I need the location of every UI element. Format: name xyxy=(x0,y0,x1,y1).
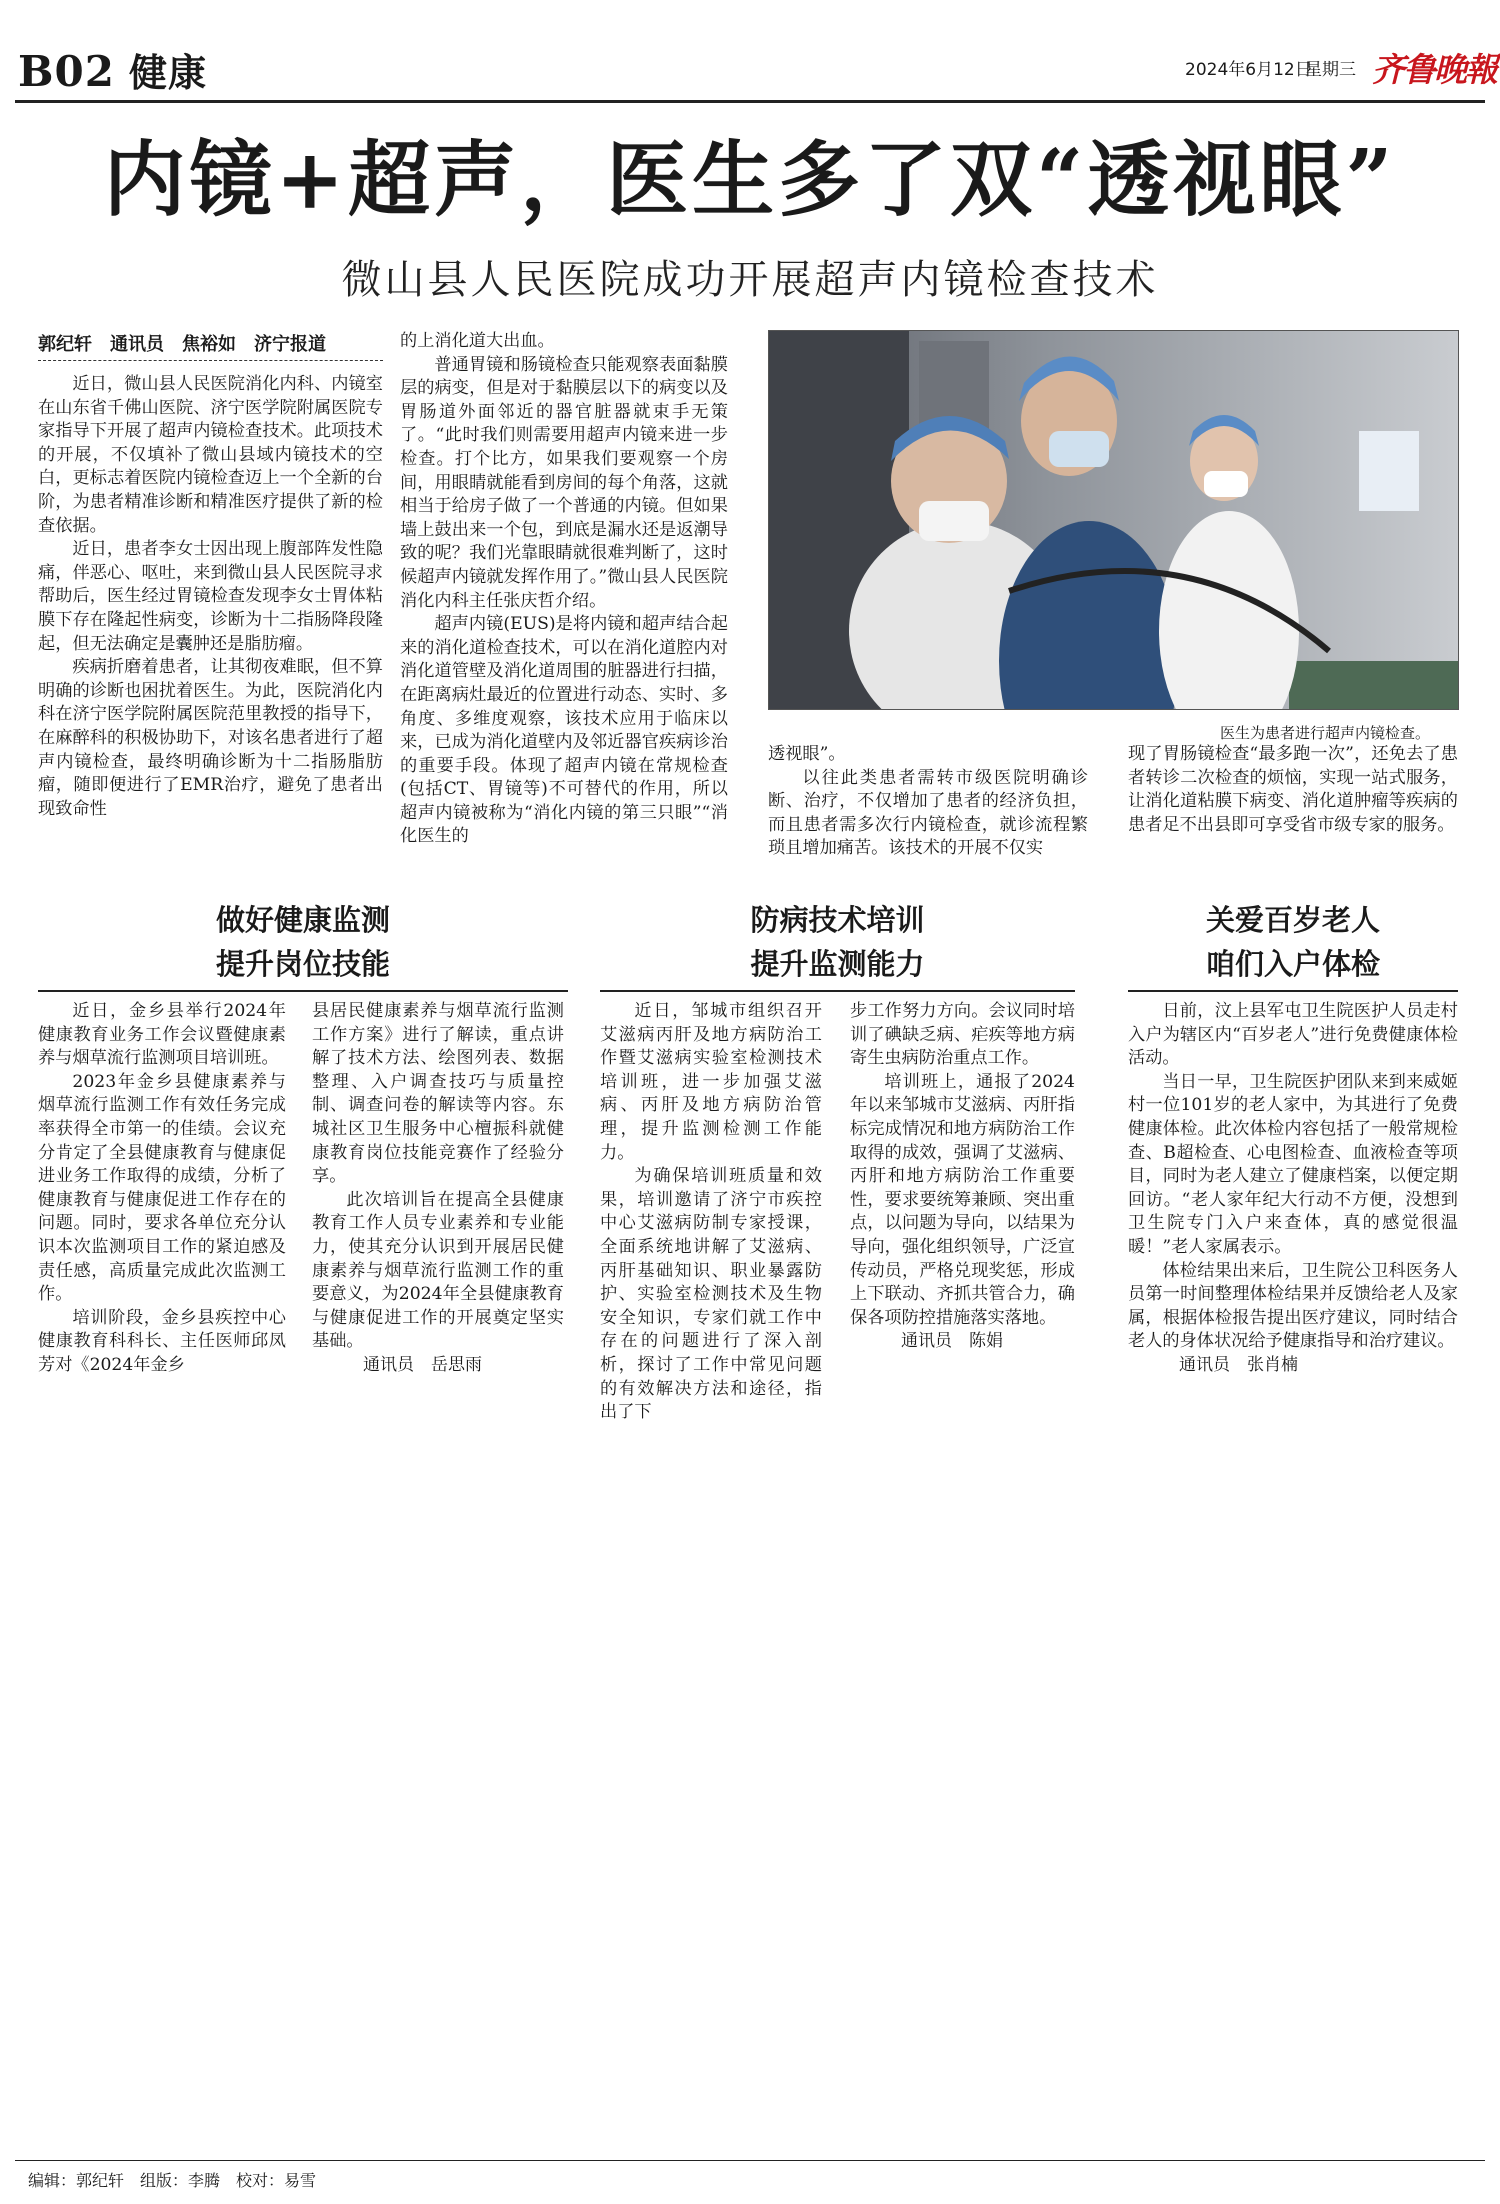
paragraph: 当日一早，卫生院医护团队来到来威姬村一位101岁的老人家中，为其进行了免费健康体检。此次体检内容包括了一般常规检查、B超检查、心电图检查、血液检查等项目，同时为老人建立了健康档案，以便定期回访。“老人家年纪大行动不方便，没想到卫生院专门入户来查体，真的感觉很温暖！”老人家属表示。 xyxy=(1128,1071,1458,1257)
story1-heading xyxy=(38,898,568,986)
story2-heading-rule xyxy=(600,990,1075,992)
story2-column-1 xyxy=(600,1000,822,1425)
paragraph: 透视眼”。 xyxy=(768,744,846,764)
story1-column-2 xyxy=(312,1000,564,1378)
paragraph: 现了胃肠镜检查“最多跑一次”，还免去了患者转诊二次检查的烦恼，实现一站式服务，让消化道粘膜下病变、消化道肿瘤等疾病的患者足不出县即可享受省市级专家的服务。 xyxy=(1128,744,1458,835)
section-name: 健康 xyxy=(128,50,207,95)
story1-heading-rule xyxy=(38,990,568,992)
lead-column-2 xyxy=(400,330,728,849)
paragraph: 普通胃镜和肠镜检查只能观察表面黏膜层的病变，但是对于黏膜层以下的病变以及胃肠道外面邻近的器官脏器就束手无策了。“此时我们则需要用超声内镜来进一步检查。打个比方，如果我们要观察一个房间，用眼睛就能看到房间的每个角落，这就相当于给房子做了一个普通的内镜。但如果墙上鼓出来一个包，到底是漏水还是返潮导致的呢？我们光靠眼睛就很难判断了，这时候超声内镜就发挥作用了。”微山县人民医院消化内科主任张庆哲介绍。 xyxy=(400,354,728,611)
endoscopy-photo xyxy=(768,330,1459,710)
story3-heading-line1: 关爱百岁老人 xyxy=(1205,903,1380,937)
footer-divider xyxy=(15,2160,1485,2161)
story1-credit: 通讯员 岳思雨 xyxy=(363,1354,482,1375)
story2-heading-line2: 提升监测能力 xyxy=(750,947,925,981)
paragraph: 此次培训旨在提高全县健康教育工作人员专业素养和专业能力，使其充分认识到开展居民健康素养与烟草流行监测工作的重要意义，为2024年全县健康教育与健康促进工作的开展奠定坚实基础。 xyxy=(312,1189,564,1352)
paragraph: 超声内镜(EUS)是将内镜和超声结合起来的消化道检查技术，可以在消化道腔内对消化道管壁及消化道周围的脏器进行扫描，在距离病灶最近的位置进行动态、实时、多角度、多维度观察，该技术应用于临床以来，已成为消化道壁内及邻近器官疾病诊治的重要手段。体现了超声内镜在常规检查(包括CT、胃镜等)不可替代的作用，所以超声内镜被称为“消化内镜的第三只眼”“消化医生的 xyxy=(400,614,728,847)
lead-headline: 内镜+超声，医生多了双“透视眼” xyxy=(103,132,1397,228)
paragraph: 培训阶段，金乡县疾控中心健康教育科科长、主任医师邱凤芳对《2024年金乡 xyxy=(38,1307,286,1375)
paragraph: 近日，微山县人民医院消化内科、内镜室在山东省千佛山医院、济宁医学院附属医院专家指导下开展了超声内镜检查技术。此项技术的开展，不仅填补了微山县域内镜技术的空白，更标志着医院内镜检查迈上一个全新的台阶，为患者精准诊断和精准医疗提供了新的检查依据。 xyxy=(38,374,383,536)
lead-subheadline: 微山县人民医院成功开展超声内镜检查技术 xyxy=(341,257,1159,303)
story3-heading-line2: 咱们入户体检 xyxy=(1205,947,1380,981)
paragraph: 培训班上，通报了2024年以来邹城市艾滋病、丙肝指标完成情况和地方病防治工作取得的成效，强调了艾滋病、丙肝和地方病防治工作重要性，要求要统筹兼顾、突出重点，以问题为导向，以结果为导向，强化组织领导，广泛宣传动员，严格兑现奖惩，形成上下联动、齐抓共管合力，确保各项防控措施落实落地。 xyxy=(850,1071,1075,1328)
story3-credit: 通讯员 张肖楠 xyxy=(1179,1354,1298,1375)
issue-date: 2024年6月12日 xyxy=(1185,60,1312,80)
paragraph: 2023年金乡县健康素养与烟草流行监测工作有效任务完成率获得全市第一的佳绩。会议充分肯定了全县健康教育与健康促进业务工作取得的成绩，分析了健康教育与健康促进工作存在的问题。同时，要求各单位充分认识本次监测项目工作的紧迫感及责任感，高质量完成此次监测工作。 xyxy=(38,1071,286,1305)
paragraph: 近日，患者李女士因出现上腹部阵发性隐痛，伴恶心、呕吐，来到微山县人民医院寻求帮助后，医生经过胃镜检查发现李女士胃体粘膜下存在隆起性病变，诊断为十二指肠降段隆起，但无法确定是囊肿还是脂肪瘤。 xyxy=(38,539,383,654)
paragraph: 的上消化道大出血。 xyxy=(400,331,555,351)
story3-heading xyxy=(1128,898,1458,986)
issue-weekday: 星期三 xyxy=(1305,60,1356,80)
paragraph: 近日，金乡县举行2024年健康教育业务工作会议暨健康素养与烟草流行监测项目培训班。 xyxy=(38,1001,286,1069)
photo-caption: 医生为患者进行超声内镜检查。 xyxy=(1220,724,1431,742)
story3-column-1 xyxy=(1128,1000,1458,1378)
paragraph: 疾病折磨着患者，让其彻夜难眠，但不算明确的诊断也困扰着医生。为此，医院消化内科在济宁医学院附属医院范里教授的指导下，在麻醉科的积极协助下，对该名患者进行了超声内镜检查，最终明确诊断为十二指肠脂肪瘤，随即便进行了EMR治疗，避免了患者出现致命性 xyxy=(38,657,383,819)
story2-heading xyxy=(600,898,1075,986)
header-divider xyxy=(15,100,1485,103)
story2-heading-line1: 防病技术培训 xyxy=(750,903,925,937)
story3-heading-rule xyxy=(1128,990,1458,992)
story2-credit: 通讯员 陈娟 xyxy=(901,1331,1003,1352)
editorial-credits: 编辑：郭纪轩 组版：李腾 校对：易雪 xyxy=(28,2171,317,2190)
paragraph: 为确保培训班质量和效果，培训邀请了济宁市疾控中心艾滋病防制专家授课，全面系统地讲解了艾滋病、丙肝基础知识、职业暴露防护、实验室检测技术及生物安全知识，专家们就工作中存在的问题进行了深入剖析，探讨了工作中常见问题的有效解决方法和途径，指出了下 xyxy=(600,1166,822,1423)
paragraph: 近日，邹城市组织召开艾滋病丙肝及地方病防治工作暨艾滋病实验室检测技术培训班，进一步加强艾滋病、丙肝及地方病防治管理，提升监测检测工作能力。 xyxy=(600,1001,822,1163)
paragraph: 日前，汶上县军屯卫生院医护人员走村入户为辖区内“百岁老人”进行免费健康体检活动。 xyxy=(1128,1001,1458,1069)
paragraph: 县居民健康素养与烟草流行监测工作方案》进行了解读，重点讲解了技术方法、绘图列表、数据整理、入户调查技巧与质量控制、调查问卷的解读等内容。东城社区卫生服务中心檀振科就健康教育岗位技能竞赛作了经验分享。 xyxy=(312,1001,564,1187)
photo-illustration xyxy=(769,331,1458,709)
paragraph: 以往此类患者需转市级医院明确诊断、治疗，不仅增加了患者的经济负担，而且患者需多次行内镜检查，就诊流程繁琐且增加痛苦。该技术的开展不仅实 xyxy=(768,767,1088,859)
lead-column-1 xyxy=(38,373,383,821)
lead-column-3 xyxy=(768,743,1088,861)
story1-column-1 xyxy=(38,1000,286,1378)
paragraph: 步工作努力方向。会议同时培训了碘缺乏病、疟疾等地方病寄生虫病防治重点工作。 xyxy=(850,1001,1075,1069)
story1-heading-line1: 做好健康监测 xyxy=(215,903,390,937)
lead-column-4 xyxy=(1128,743,1458,837)
section-code: B02 xyxy=(18,47,115,96)
section-header xyxy=(18,42,207,97)
lead-byline: 郭纪轩 通讯员 焦裕如 济宁报道 xyxy=(38,334,326,355)
story2-column-2 xyxy=(850,1000,1075,1354)
story1-heading-line2: 提升岗位技能 xyxy=(215,947,390,981)
newspaper-logo: 齐鲁晚報 xyxy=(1372,50,1496,89)
paragraph: 体检结果出来后，卫生院公卫科医务人员第一时间整理体检结果并反馈给老人及家属，根据体检报告提出医疗建议，同时结合老人的身体状况给予健康指导和治疗建议。 xyxy=(1128,1260,1458,1352)
byline-divider xyxy=(38,360,383,361)
